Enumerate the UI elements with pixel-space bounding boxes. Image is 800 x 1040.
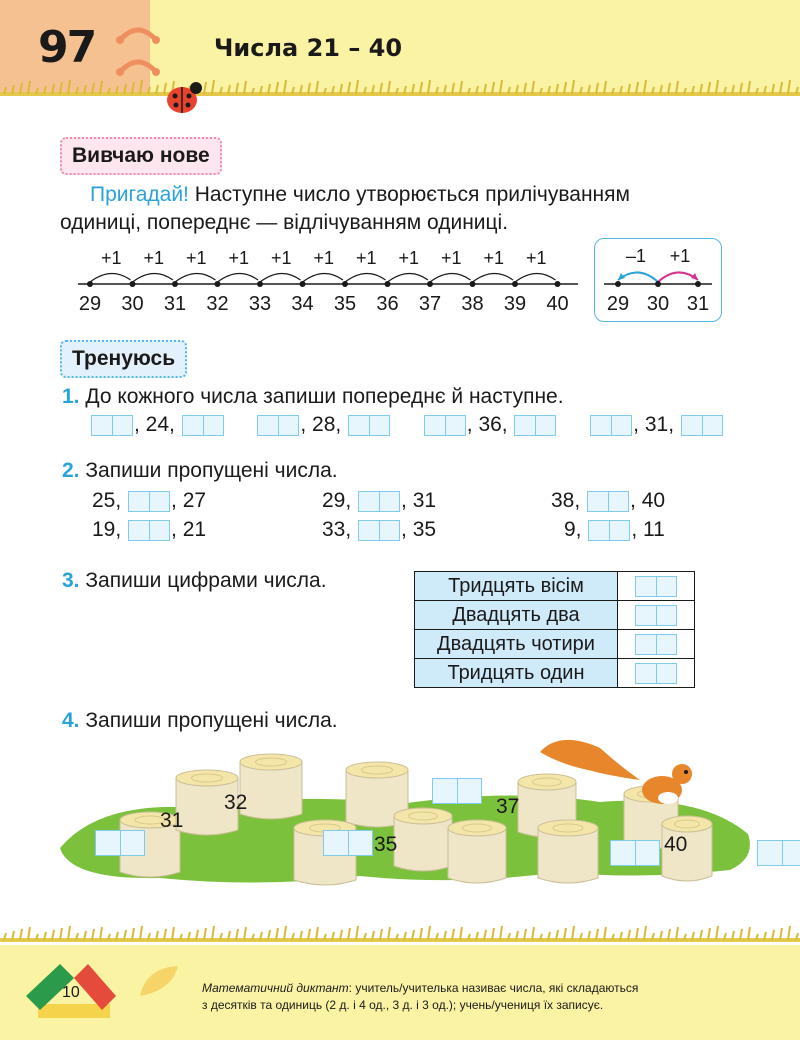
answer-box[interactable] [635,634,677,655]
number-line [70,244,590,320]
leaf-icon [132,960,186,1004]
answer-box[interactable] [590,415,632,436]
number-line-label: 30 [121,293,144,315]
tree-stump [240,754,302,819]
mini-line-tick [655,281,661,287]
stump-label: 35 [374,833,398,856]
answer-box[interactable] [358,491,400,512]
task-3-number: 3. [62,569,80,592]
task-4-instruction: Запиши пропущені числа. [85,709,338,732]
answer-box[interactable] [358,520,400,541]
task-1-text [62,382,564,412]
lesson-number: 97 [38,22,96,73]
step-label: +1 [270,248,292,268]
task-2-item: 38, , 40 [551,489,666,512]
answer-box[interactable] [587,491,629,512]
table-row: Тридцять один [415,659,695,688]
step-label: +1 [398,248,420,268]
intro-text: Наступне число утворюється прилічуванням [188,183,630,206]
table-row: Двадцять чотири [415,630,695,659]
ladybug-icon [160,78,206,118]
task-1-row: , 24, , 28, , 36, , 31, [90,410,724,440]
number-line-label: 37 [418,293,442,315]
answer-box[interactable] [635,605,677,626]
intro-highlight: Пригадай! [90,183,189,206]
step-label: +1 [483,248,505,268]
footer-note-italic: Математичний диктант [202,981,349,995]
grass-border-bottom [0,926,800,954]
answer-box[interactable] [610,840,660,866]
step-arc [345,273,386,282]
step-label: +1 [228,248,250,268]
intro-line-1 [90,180,630,210]
step-arc [90,273,131,282]
answer-box[interactable] [128,491,170,512]
intro-line-2: одиниці, попереднє — відлічуванням одиниці. [60,211,509,234]
stump-label: 31 [160,809,184,832]
step-label: +1 [185,248,207,268]
answer-box[interactable] [757,840,800,866]
answer-box[interactable] [514,415,556,436]
mini-line-tick [695,281,701,287]
answer-box[interactable] [681,415,723,436]
mini-plus-label: +1 [669,246,691,266]
step-arc [133,273,174,282]
answer-box[interactable] [635,576,677,597]
answer-box[interactable] [95,830,145,856]
task-2-instruction: Запиши пропущені числа. [85,459,338,482]
step-label: +1 [355,248,377,268]
number-line-label: 35 [333,293,357,315]
number-line-label: 32 [206,293,229,315]
stump-label: 40 [664,833,688,856]
step-label: +1 [525,248,547,268]
task-2-item: 25, , 27 [92,489,207,512]
task-2-item: 19, , 21 [92,518,207,541]
table-row: Тридцять вісім [415,572,695,601]
footer-note: Математичний диктант: учитель/учителька називає числа, які складаються з десятків та одиниць (2 д. і 4 од., 3 д. і 3 од.); учень/учениця їх записує. [202,981,639,1012]
task-2-item: 33, , 35 [322,518,437,541]
number-line-tick [555,281,561,287]
task-3-text [62,566,327,596]
answer-box[interactable] [588,520,630,541]
number-line-label: 40 [546,293,569,315]
answer-box[interactable] [635,663,677,684]
step-label: +1 [313,248,335,268]
mini-line-label: 30 [646,293,670,315]
section-heading-practice: Тренуюсь [60,340,187,378]
number-line-label: 36 [376,293,399,315]
task-1-number: 1. [62,385,80,408]
task-3-instruction: Запиши цифрами числа. [85,569,327,592]
page-number: 10 [62,984,80,1001]
stumps-illustration [40,730,770,890]
table-row: Двадцять два [415,601,695,630]
task-1-instruction: До кожного числа запиши попереднє й наступне. [85,385,564,408]
tree-stump [448,820,506,883]
answer-box[interactable] [348,415,390,436]
answer-box[interactable] [182,415,224,436]
grass-border-top [0,80,800,108]
task-2-number: 2. [62,459,80,482]
number-line-label: 34 [291,293,314,315]
mini-line-label: 29 [606,293,630,315]
step-arc [260,273,301,282]
answer-box[interactable] [432,778,482,804]
task-2-item: 9, , 11 [564,518,665,541]
step-label: +1 [100,248,122,268]
stump-label: 37 [496,795,520,818]
answer-box[interactable] [323,830,373,856]
answer-box[interactable] [257,415,299,436]
step-arc [218,273,259,282]
step-label: +1 [143,248,165,268]
number-line-label: 29 [78,293,102,315]
number-words-table [414,571,695,688]
mini-line-label: 31 [686,293,710,315]
number-line-label: 39 [503,293,527,315]
step-arc [473,273,514,282]
step-arc [175,273,216,282]
task-2-text [62,456,338,486]
section-heading-learn: Вивчаю нове [60,137,222,175]
tree-stump [394,808,452,871]
answer-box[interactable] [91,415,133,436]
mini-minus-label: –1 [625,246,647,266]
answer-box[interactable] [424,415,466,436]
number-line-label: 31 [163,293,187,315]
number-line-label: 33 [248,293,272,315]
task-2-item: 29, , 31 [322,489,437,512]
stump-label: 32 [224,791,248,814]
step-arc [388,273,429,282]
step-label: +1 [440,248,462,268]
task-4-number: 4. [62,709,80,732]
step-arc [303,273,344,282]
mini-number-line [596,244,720,320]
step-arc [430,273,471,282]
mini-line-tick [615,281,621,287]
step-arc [515,273,556,282]
answer-box[interactable] [128,520,170,541]
page-title: Числа 21 – 40 [214,34,403,62]
tree-stump [538,820,598,883]
number-line-label: 38 [461,293,484,315]
